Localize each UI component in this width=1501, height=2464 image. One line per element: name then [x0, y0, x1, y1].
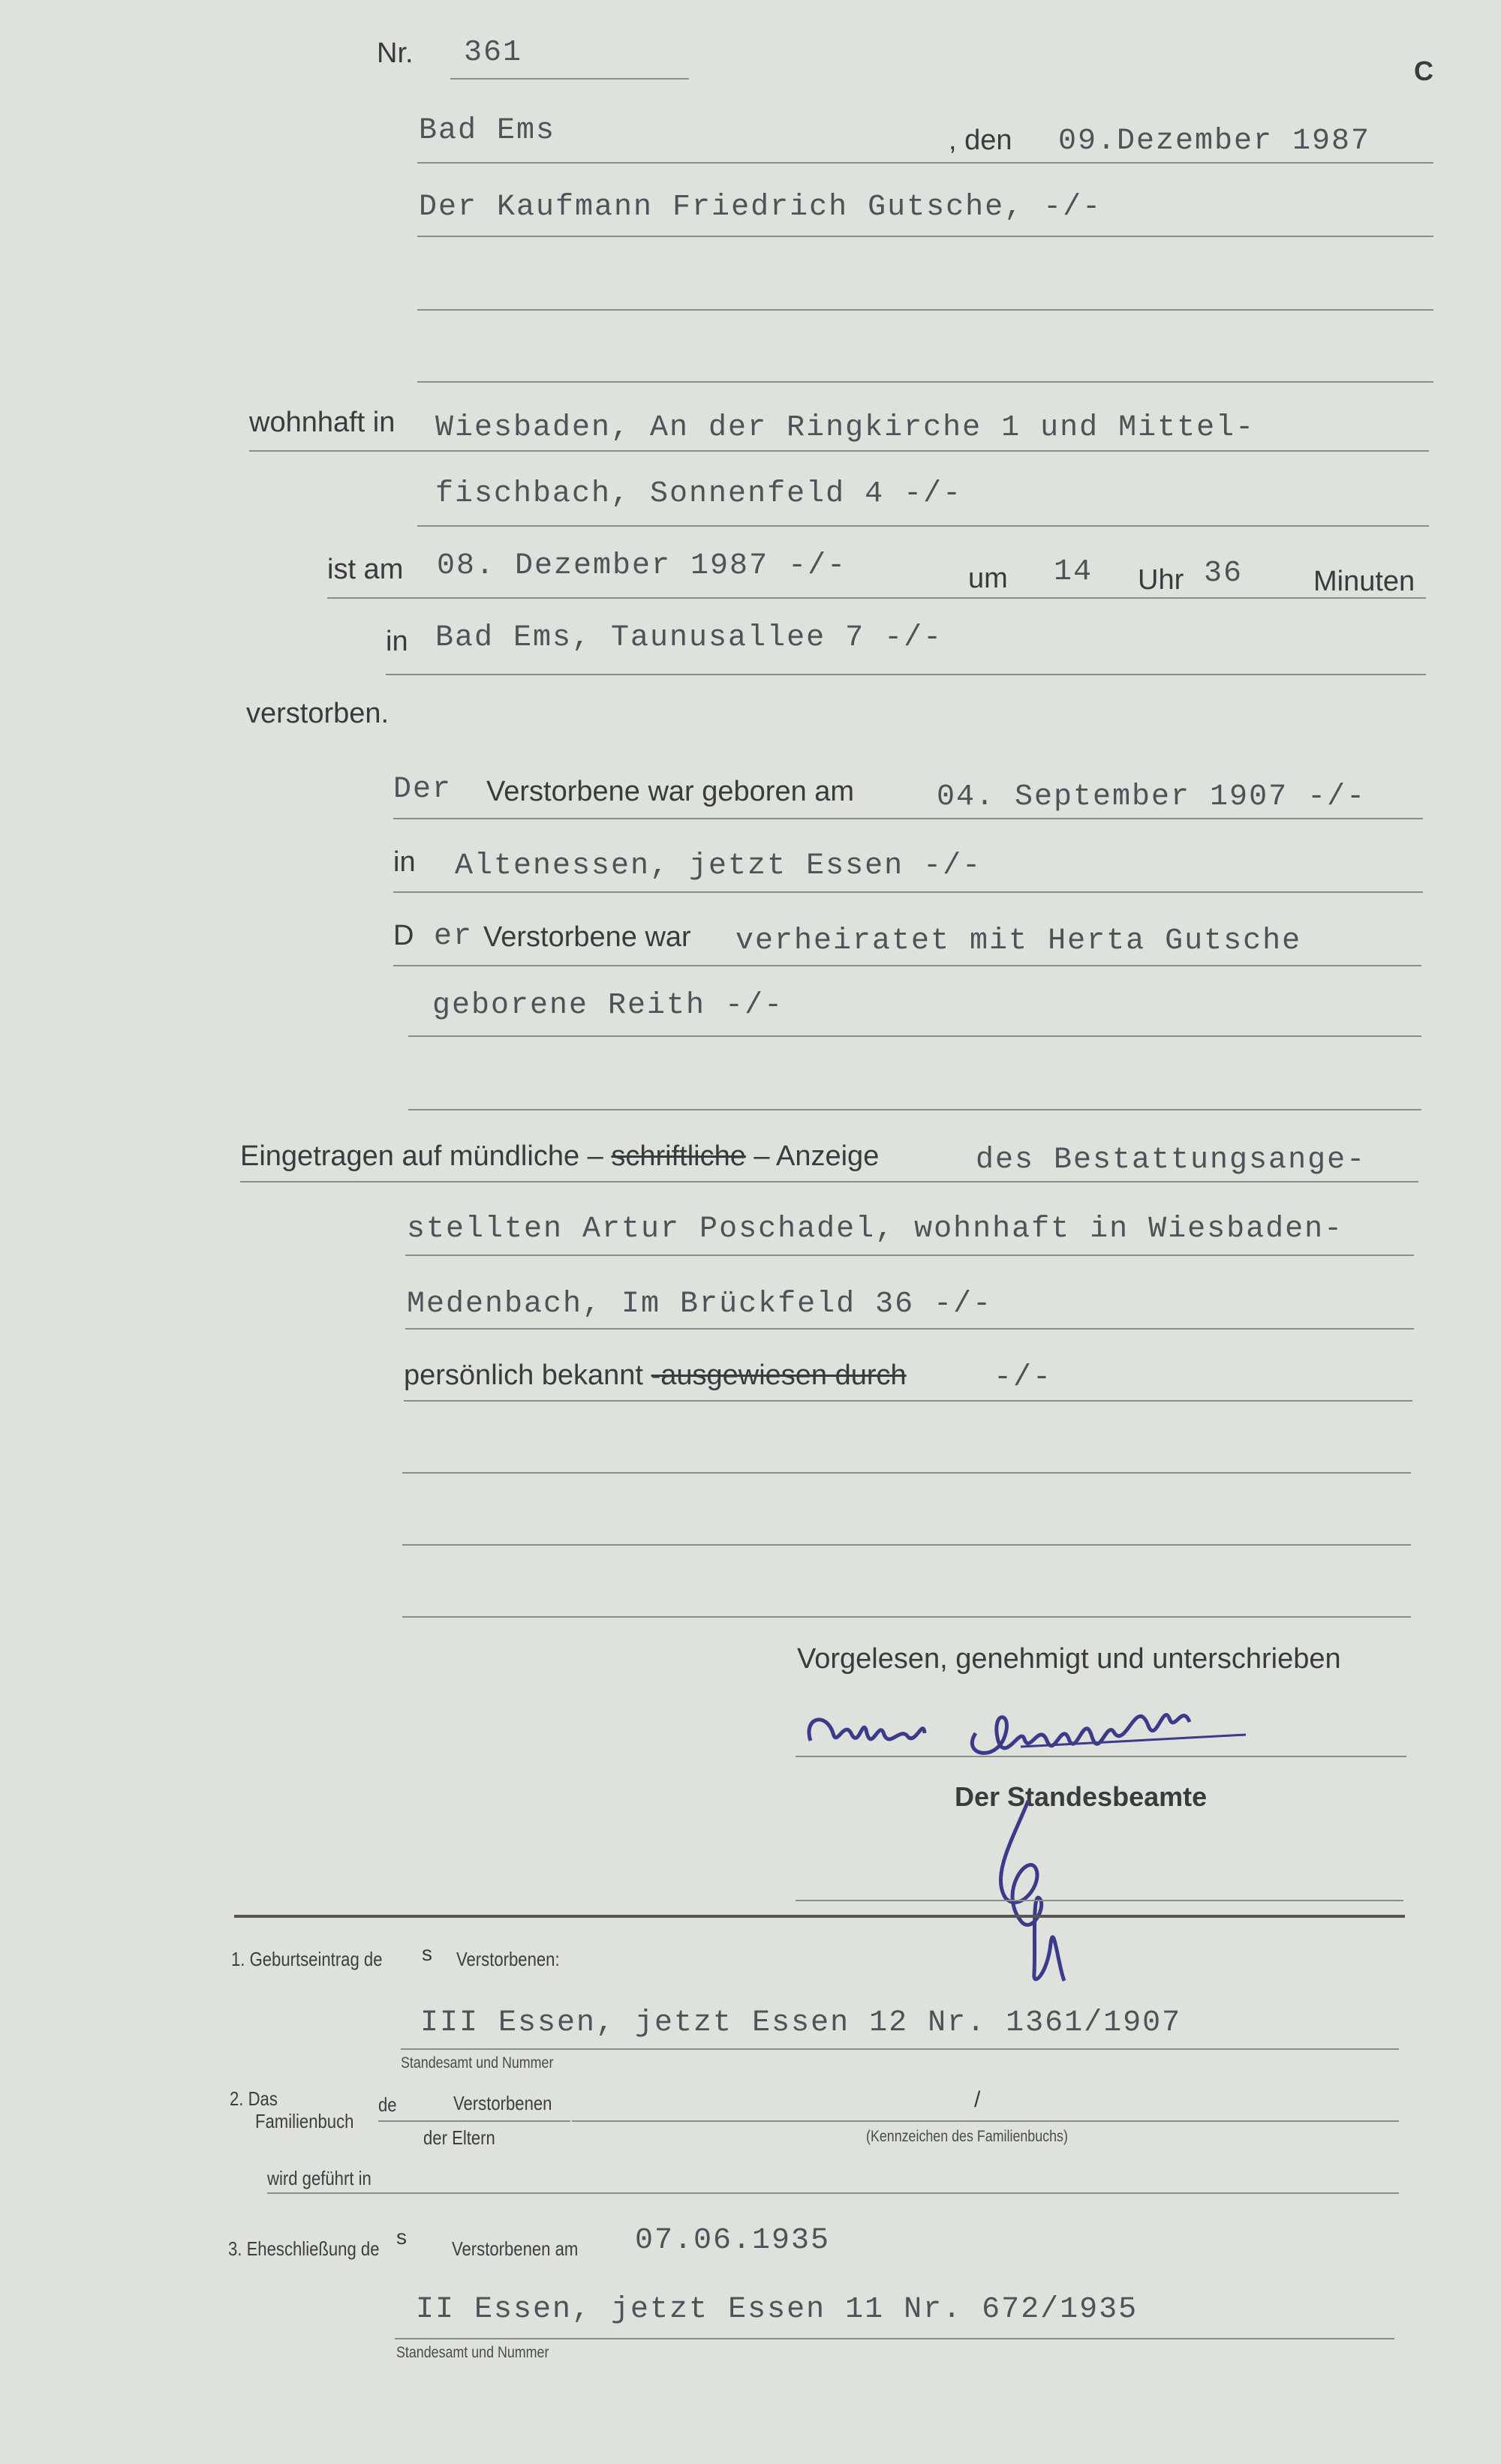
rule: [450, 78, 689, 80]
registrar-label: Der Standesbeamte: [955, 1781, 1208, 1812]
residence-line-1: Wiesbaden, An der Ringkirche 1 und Mittel-: [435, 411, 1256, 445]
rule: [417, 381, 1433, 383]
item1-label: 1. Geburtseintrag de: [231, 1948, 383, 1970]
struck-schriftliche: schriftliche: [611, 1140, 746, 1172]
uhr-label: Uhr: [1138, 564, 1184, 596]
registrar-signature: [976, 1793, 1096, 1988]
rule: [417, 525, 1429, 527]
rule: [417, 309, 1433, 311]
spouse-line-1: verheiratet mit Herta Gutsche: [735, 924, 1302, 958]
rule: [404, 1400, 1412, 1402]
marriage-date: 07.06.1935: [635, 2224, 831, 2258]
corner-letter: C: [1414, 56, 1433, 86]
death-minute: 36: [1204, 557, 1244, 590]
rule: [405, 1328, 1414, 1330]
item2-caption: (Kennzeichen des Familienbuchs): [866, 2128, 1068, 2145]
married-label: Verstorbene war: [483, 921, 691, 953]
rule: [408, 1035, 1421, 1037]
death-place: Bad Ems, Taunusallee 7 -/-: [435, 621, 943, 655]
entry-number: 361: [464, 36, 523, 70]
notifier-line-1: des Bestattungsange-: [976, 1143, 1367, 1177]
ist-am-label: ist am: [327, 554, 404, 585]
item1-suffix: Verstorbenen:: [456, 1948, 560, 1970]
place-of-registration: Bad Ems: [419, 114, 556, 148]
birth-register-entry: III Essen, jetzt Essen 12 Nr. 1361/1907: [420, 2006, 1182, 2040]
rule: [393, 891, 1423, 893]
rule: [405, 1255, 1414, 1256]
rule: [267, 2192, 1399, 2194]
read-approved-label: Vorgelesen, genehmigt und unterschrieben: [797, 1643, 1341, 1675]
rule: [408, 1109, 1421, 1110]
wohnhaft-label: wohnhaft in: [249, 407, 396, 438]
rule: [395, 2338, 1394, 2339]
rule: [402, 1544, 1411, 1546]
item3-caption: Standesamt und Nummer: [396, 2344, 549, 2361]
item2-slash: /: [974, 2087, 981, 2112]
item2-de: de: [378, 2093, 397, 2116]
marriage-er: er: [434, 920, 474, 954]
item2-num: 2. Das: [230, 2087, 278, 2110]
item3-label: 3. Eheschließung de: [228, 2237, 380, 2260]
rule: [796, 1900, 1403, 1901]
birth-in-label: in: [393, 846, 416, 878]
registration-date: 09.Dezember 1987: [1058, 125, 1371, 158]
death-date: 08. Dezember 1987 -/-: [437, 549, 847, 583]
rule: [402, 1472, 1411, 1474]
registration-label: Eingetragen auf mündliche – schriftliche – Anzeige: [240, 1140, 880, 1172]
rule: [378, 2120, 570, 2122]
rule: [386, 674, 1426, 675]
item1-s: s: [422, 1942, 432, 1965]
death-hour: 14: [1054, 555, 1093, 589]
minuten-label: Minuten: [1313, 566, 1415, 597]
struck-ausgewiesen: -ausgewiesen durch: [651, 1360, 907, 1391]
declarant-line: Der Kaufmann Friedrich Gutsche, -/-: [419, 191, 1102, 224]
residence-line-2: fischbach, Sonnenfeld 4 -/-: [435, 477, 963, 511]
in-label: in: [386, 626, 408, 657]
footer-divider: [234, 1915, 1405, 1918]
rule: [240, 1181, 1418, 1182]
birth-place: Altenessen, jetzt Essen -/-: [455, 849, 982, 883]
marriage-d: D: [393, 920, 414, 951]
rule: [402, 1616, 1411, 1618]
um-label: um: [968, 563, 1008, 594]
rule: [393, 818, 1423, 819]
nr-label: Nr.: [377, 38, 414, 69]
born-label: Verstorbene war geboren am: [486, 776, 855, 807]
rule: [572, 2120, 1399, 2122]
item2-word: Familienbuch: [255, 2110, 354, 2132]
rule: [327, 597, 1426, 599]
spouse-line-2: geborene Reith -/-: [432, 989, 784, 1023]
item2-kept-label: wird geführt in: [267, 2167, 371, 2189]
rule: [417, 236, 1433, 237]
item3-suffix: Verstorbenen am: [452, 2237, 579, 2260]
notifier-line-3: Medenbach, Im Brückfeld 36 -/-: [407, 1288, 993, 1321]
verstorben-label: verstorben.: [246, 698, 390, 729]
item2-option-deceased: Verstorbenen: [453, 2092, 552, 2114]
rule: [417, 162, 1433, 164]
identity-value: -/-: [994, 1361, 1053, 1395]
declarant-signature: [796, 1688, 1321, 1771]
item2-option-parents: der Eltern: [423, 2126, 495, 2149]
den-label: , den: [949, 125, 1012, 156]
birth-date: 04. September 1907 -/-: [937, 780, 1367, 814]
item1-caption: Standesamt und Nummer: [401, 2054, 554, 2072]
identity-label: persönlich bekannt -ausgewiesen durch: [404, 1360, 907, 1391]
rule: [796, 1756, 1406, 1757]
rule: [401, 2048, 1399, 2050]
rule: [249, 450, 1429, 452]
notifier-line-2: stellten Artur Poschadel, wohnhaft in Wiesbaden-: [407, 1212, 1344, 1246]
item3-s: s: [396, 2225, 407, 2249]
marriage-register-entry: II Essen, jetzt Essen 11 Nr. 672/1935: [416, 2293, 1139, 2327]
rule: [393, 965, 1421, 966]
birth-der: Der: [393, 773, 453, 807]
